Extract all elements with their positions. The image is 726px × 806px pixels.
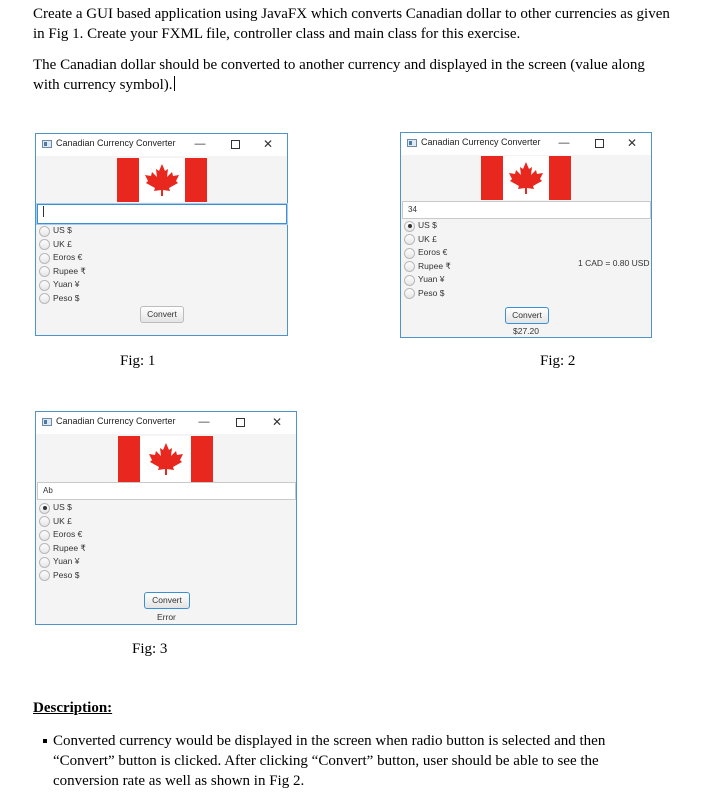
canada-flag (118, 436, 213, 482)
close-icon[interactable]: ✕ (262, 137, 274, 151)
intro-paragraph-1: Create a GUI based application using JavaFX which converts Canadian dollar to other currencies as given in Fig 1. Create your FXML file, controller class and main class for this exercise. (33, 6, 670, 42)
amount-input[interactable]: Ab (37, 482, 296, 500)
radio-yuan[interactable] (402, 273, 451, 287)
radio-button-icon (39, 570, 50, 581)
flag-left-band (118, 436, 140, 482)
description-bullet-text: Converted currency would be displayed in the screen when radio button is selected and then “Convert” button is clicked. After clicking “Convert” button, user should be able to see the conversion rate as well as shown in Fig 2. (53, 733, 606, 789)
convert-button[interactable]: Convert (144, 592, 190, 609)
radio-uk-pound[interactable] (37, 238, 86, 252)
radio-button-icon (39, 293, 50, 304)
close-icon[interactable]: ✕ (626, 136, 638, 150)
fig2-window (400, 132, 652, 338)
radio-button-icon (39, 226, 50, 237)
radio-button-icon (39, 266, 50, 277)
radio-button-icon (404, 234, 415, 245)
radio-label: Rupee ₹ (418, 260, 451, 271)
radio-label: Eoros € (53, 529, 83, 539)
fig3-titlebar (36, 412, 296, 434)
radio-button-icon (39, 543, 50, 554)
radio-uk-pound[interactable] (402, 233, 451, 247)
radio-peso[interactable] (37, 569, 86, 583)
maximize-icon[interactable] (590, 135, 608, 151)
radio-rupee[interactable] (37, 265, 86, 279)
radio-button-selected-icon (39, 503, 50, 514)
fig3-window (35, 411, 297, 625)
maximize-icon[interactable] (231, 414, 249, 430)
app-window-icon (42, 140, 52, 148)
radio-label: Yuan ¥ (418, 274, 445, 284)
maple-leaf-icon (148, 442, 184, 476)
close-icon[interactable]: ✕ (271, 415, 283, 429)
minimize-icon[interactable]: — (194, 138, 206, 150)
radio-button-icon (39, 530, 50, 541)
fig2-window-title: Canadian Currency Converter (421, 137, 541, 147)
flag-right-band (185, 158, 207, 202)
radio-uk-pound[interactable] (37, 515, 86, 529)
radio-button-icon (39, 253, 50, 264)
radio-button-icon (39, 516, 50, 527)
radio-us-dollar[interactable] (37, 501, 86, 515)
radio-button-icon (39, 280, 50, 291)
radio-button-icon (39, 239, 50, 250)
fig3-window-title: Canadian Currency Converter (56, 416, 176, 426)
radio-label: Rupee ₹ (53, 265, 86, 276)
minimize-icon[interactable]: — (198, 416, 210, 428)
radio-label: Rupee ₹ (53, 542, 86, 553)
result-label: Error (157, 612, 176, 622)
radio-rupee[interactable] (37, 542, 86, 556)
text-cursor (174, 76, 175, 91)
radio-euro[interactable] (402, 246, 451, 260)
app-window-icon (42, 418, 52, 426)
fig1-caption: Fig: 1 (120, 353, 156, 369)
radio-us-dollar[interactable] (402, 219, 451, 233)
radio-label: US $ (53, 225, 72, 235)
canada-flag (117, 158, 207, 202)
radio-button-icon (39, 557, 50, 568)
currency-radio-group (37, 501, 86, 582)
radio-peso[interactable] (37, 292, 86, 306)
radio-peso[interactable] (402, 287, 451, 301)
radio-label: UK £ (53, 515, 72, 526)
description-bullet (43, 731, 663, 791)
radio-label: Eoros € (53, 252, 83, 262)
convert-button[interactable]: Convert (505, 307, 549, 324)
convert-button[interactable]: Convert (140, 306, 184, 323)
radio-rupee[interactable] (402, 260, 451, 274)
minimize-icon[interactable]: — (558, 137, 570, 149)
radio-button-icon (404, 288, 415, 299)
flag-left-band (481, 156, 503, 200)
radio-button-icon (404, 261, 415, 272)
radio-button-selected-icon (404, 221, 415, 232)
radio-label: Eoros € (418, 247, 448, 257)
radio-yuan[interactable] (37, 555, 86, 569)
radio-label: Peso $ (418, 287, 445, 298)
result-label: $27.20 (513, 326, 539, 336)
fig1-window-title: Canadian Currency Converter (56, 138, 176, 148)
radio-label: UK £ (53, 238, 72, 249)
fig1-window (35, 133, 288, 336)
radio-euro[interactable] (37, 251, 86, 265)
radio-label: Yuan ¥ (53, 556, 80, 566)
fig2-caption: Fig: 2 (540, 353, 576, 369)
flag-left-band (117, 158, 139, 202)
amount-input[interactable]: 34 (402, 201, 651, 219)
radio-us-dollar[interactable] (37, 224, 86, 238)
canada-flag (481, 156, 571, 200)
maple-leaf-icon (508, 161, 544, 195)
fig1-titlebar (36, 134, 287, 156)
description-heading: Description: (33, 700, 113, 716)
intro-paragraph-2-text: The Canadian dollar should be converted to another currency and displayed in the screen (value along with currency symbol). (33, 57, 645, 93)
radio-label: Yuan ¥ (53, 279, 80, 289)
fig2-titlebar (401, 133, 651, 155)
input-caret (43, 206, 44, 217)
currency-radio-group (402, 219, 451, 300)
intro-paragraph-2 (33, 55, 673, 95)
radio-label: UK £ (418, 233, 437, 244)
currency-radio-group (37, 224, 86, 305)
radio-label: US $ (53, 502, 72, 512)
radio-button-icon (404, 275, 415, 286)
conversion-rate-label: 1 CAD = 0.80 USD (578, 258, 650, 268)
fig3-caption: Fig: 3 (132, 641, 168, 657)
radio-label: Peso $ (53, 569, 80, 580)
radio-yuan[interactable] (37, 278, 86, 292)
flag-right-band (191, 436, 213, 482)
maple-leaf-icon (144, 163, 180, 197)
radio-label: US $ (418, 220, 437, 230)
flag-right-band (549, 156, 571, 200)
radio-button-icon (404, 248, 415, 259)
radio-label: Peso $ (53, 292, 80, 303)
amount-input[interactable] (37, 204, 287, 224)
radio-euro[interactable] (37, 528, 86, 542)
bullet-icon (43, 739, 47, 743)
maximize-icon[interactable] (226, 136, 244, 152)
app-window-icon (407, 139, 417, 147)
